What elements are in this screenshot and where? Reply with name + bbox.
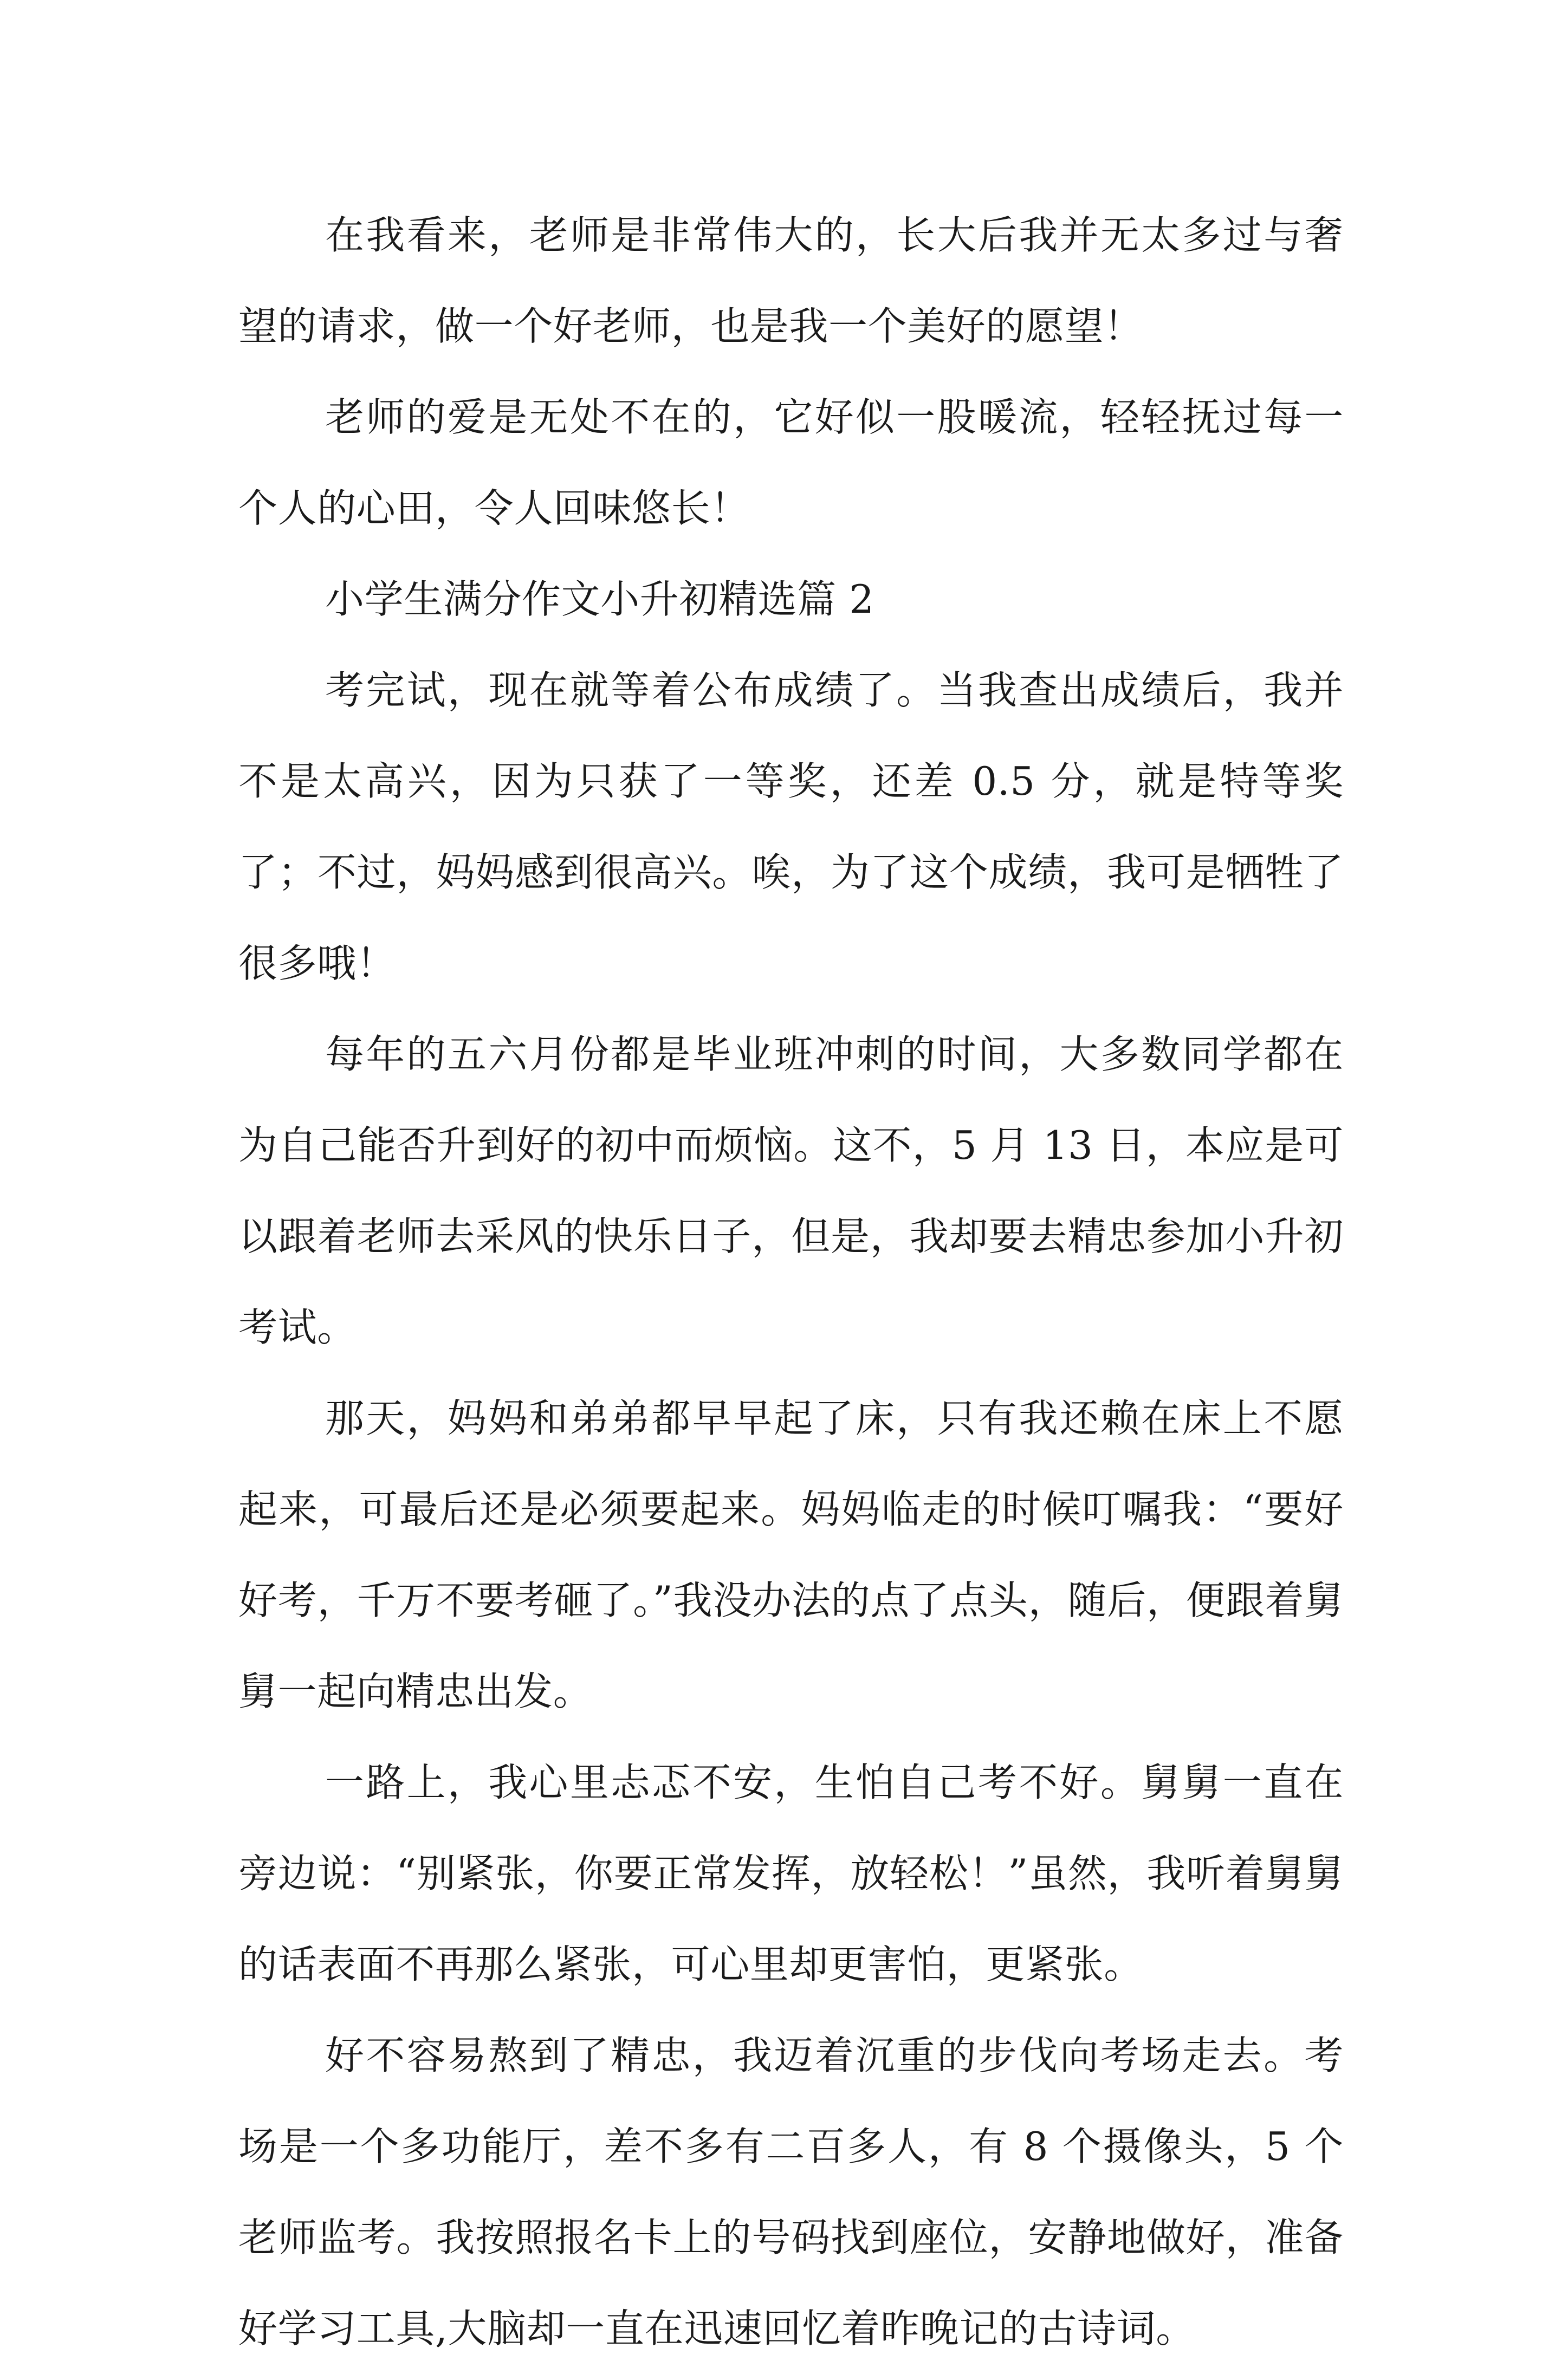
section-title: 小学生满分作文小升初精选篇 2 [325, 576, 874, 622]
paragraph-on-the-way: 一路上，我心里忐忑不安，生怕自己考不好。舅舅一直在旁边说：“别紧张，你要正常发挥，放轻松！”虽然，我听着舅舅的话表面不再那么紧张，可心里却更害怕，更紧张。 [238, 1760, 1344, 1987]
paragraph-exam-morning: 那天，妈妈和弟弟都早早起了床，只有我还赖在床上不愿起来，可最后还是必须要起来。妈妈临走的时候叮嘱我：“要好好考，千万不要考砸了。”我没办法的点了点头，随后，便跟着舅舅一起向精忠出发。 [238, 1396, 1344, 1714]
paragraph-teacher-greatness: 在我看来，老师是非常伟大的，长大后我并无太多过与奢望的请求，做一个好老师，也是我一个美好的愿望！ [238, 212, 1344, 349]
paragraph-teacher-love: 老师的爱是无处不在的，它好似一股暖流，轻轻抚过每一个人的心田，令人回味悠长！ [238, 394, 1344, 531]
paragraph-exam-hall: 好不容易熬到了精忠，我迈着沉重的步伐向考场走去。考场是一个多功能厅，差不多有二百多人，有 8 个摄像头，5 个老师监考。我按照报名卡上的号码找到座位，安静地做好，准备好学习工具,大脑却一直在迅速回忆着昨晚记的古诗词。 [238, 2033, 1344, 2351]
paragraph-exam-results: 考完试，现在就等着公布成绩了。当我查出成绩后，我并不是太高兴，因为只获了一等奖，还差 0.5 分，就是特等奖了；不过，妈妈感到很高兴。唉，为了这个成绩，我可是牺牲了很多哦！ [238, 667, 1344, 986]
document-body [238, 190, 1344, 2374]
paragraph-may-exam: 每年的五六月份都是毕业班冲刺的时间，大多数同学都在为自己能否升到好的初中而烦恼。这不，5 月 13 日，本应是可以跟着老师去采风的快乐日子，但是，我却要去精忠参加小升初考试。 [238, 1032, 1344, 1350]
